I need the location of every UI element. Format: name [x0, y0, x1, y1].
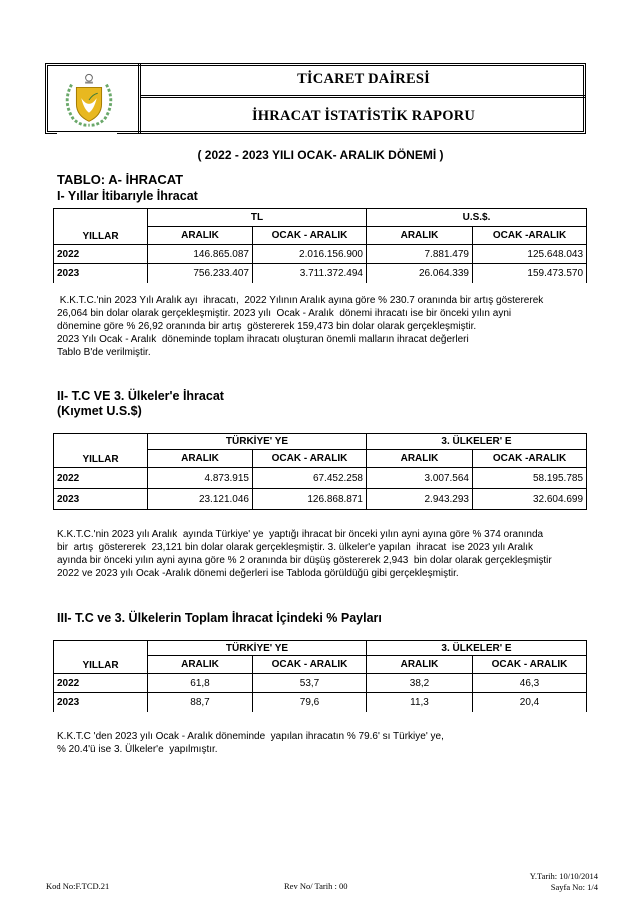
paragraph-line: 26,064 bin dolar olarak gerçekleşmiştir. 2023 yılı Ocak - Aralık dönemi ihracatı ise bir önceki yılın ayni: [57, 308, 512, 319]
subheader-ocak-aralik: OCAK -ARALIK: [473, 450, 587, 468]
group-header-third-countries: 3. ÜLKELER' E: [367, 434, 587, 450]
paragraph-line: ayında bir önceki yılın ayni ayına göre % 2 oranında bir düşüş göstererek 2,943 bin dolar olarak gerçekleşmiştir: [57, 555, 552, 566]
cell-value: 126.868.871: [253, 489, 367, 510]
paragraph-line: 2023 Yılı Ocak - Aralık döneminde toplam ihracatı oluşturan önemli malların ihracat değerleri: [57, 334, 469, 345]
cell-value: 4.873.915: [148, 468, 253, 489]
cell-value: 46,3: [473, 674, 587, 693]
cell-value: 61,8: [148, 674, 253, 693]
report-title-cell: [141, 98, 586, 134]
cell-value: 11,3: [367, 693, 473, 712]
cell-value: 58.195.785: [473, 468, 587, 489]
subheader-ocak-aralik: OCAK - ARALIK: [253, 450, 367, 468]
subheader-aralik: ARALIK: [148, 656, 253, 674]
row-year: 2023: [54, 489, 148, 510]
footer-rev-no: Rev No/ Tarih : 00: [284, 881, 348, 891]
paragraph-line: Tablo B'de verilmiştir.: [57, 347, 151, 358]
subheader-ocak-aralik: OCAK -ARALIK: [473, 227, 587, 245]
cell-value: 125.648.043: [473, 245, 587, 264]
row-year: 2022: [54, 674, 148, 693]
subheader-aralik: ARALIK: [367, 656, 473, 674]
section2-title: II- T.C VE 3. Ülkeler'e İhracat: [57, 389, 224, 403]
subheader-aralik: ARALIK: [367, 450, 473, 468]
org-title-cell: [141, 63, 586, 98]
table-exports-by-year: [53, 208, 587, 283]
table-row: [54, 468, 587, 489]
footer-code-no: Kod No:F.TCD.21: [46, 881, 110, 891]
group-header-turkiye: TÜRKİYE' YE: [148, 641, 367, 656]
paragraph-line: dönemine göre % 26,92 oranında bir artış göstererek 159,473 bin dolar olarak gerçekleşmiştir.: [57, 321, 477, 332]
logo-border-gap: [57, 133, 117, 137]
section1-paragraph: [57, 294, 597, 359]
subheader-ocak-aralik: OCAK - ARALIK: [253, 227, 367, 245]
cell-value: 146.865.087: [148, 245, 253, 264]
table-row: [54, 264, 587, 283]
subheader-aralik: ARALIK: [148, 227, 253, 245]
group-header-usd: U.S.$.: [367, 209, 587, 227]
paragraph-line: K.K.T.C.'nin 2023 Yılı Aralık ayı ihracatı, 2022 Yılının Aralık ayına göre % 230.7 oranında bir artış göstererek: [57, 295, 544, 306]
cell-value: 3.007.564: [367, 468, 473, 489]
row-year: 2023: [54, 693, 148, 712]
subheader-ocak-aralik: OCAK - ARALIK: [473, 656, 587, 674]
paragraph-line: % 20.4'ü ise 3. Ülkeler'e yapılmıştır.: [57, 744, 218, 755]
section3-paragraph: [57, 730, 597, 756]
paragraph-line: bir artış göstererek 23,121 bin dolar olarak gerçekleşmiştir. 3. ülkeler'e yapılan ihracat ise 2023 yılı Aralık: [57, 542, 534, 553]
group-header-third-countries: 3. ÜLKELER' E: [367, 641, 587, 656]
cell-value: 159.473.570: [473, 264, 587, 283]
paragraph-line: K.K.T.C 'den 2023 yılı Ocak - Aralık döneminde yapılan ihracatın % 79.6' sı Türkiye' ye,: [57, 731, 444, 742]
table-share-percentages: [53, 640, 587, 712]
paragraph-line: K.K.T.C.'nin 2023 yılı Aralık ayında Türkiye' ye yaptığı ihracat bir önceki yılın ayni ayına göre % 374 oranında: [57, 529, 544, 540]
cell-value: 23.121.046: [148, 489, 253, 510]
cell-value: 20,4: [473, 693, 587, 712]
subheader-aralik: ARALIK: [367, 227, 473, 245]
cell-value: 3.711.372.494: [253, 264, 367, 283]
cell-value: 756.233.407: [148, 264, 253, 283]
subheader-aralik: ARALIK: [148, 450, 253, 468]
section2-paragraph: [57, 528, 597, 580]
row-year: 2023: [54, 264, 148, 283]
cell-value: 53,7: [253, 674, 367, 693]
paragraph-line: 2022 ve 2023 yılı Ocak -Aralık dönemi değerleri ise Tabloda görüldüğü gibi gerçekleşmiştir.: [57, 568, 459, 579]
kktc-coat-of-arms-icon: [60, 71, 118, 129]
report-header: [45, 63, 586, 134]
table-row: [54, 489, 587, 510]
report-period: ( 2022 - 2023 YILI OCAK- ARALIK DÖNEMİ ): [197, 148, 444, 162]
report-title: İHRACAT İSTATİSTİK RAPORU: [251, 107, 476, 124]
table-row: [54, 245, 587, 264]
group-header-turkiye: TÜRKİYE' YE: [148, 434, 367, 450]
cell-value: 7.881.479: [367, 245, 473, 264]
org-title: TİCARET DAİRESİ: [297, 70, 430, 87]
cell-value: 2.016.156.900: [253, 245, 367, 264]
cell-value: 38,2: [367, 674, 473, 693]
section2-subtitle: (Kıymet U.S.$): [57, 404, 142, 418]
section1-title: I- Yıllar İtibarıyle İhracat: [57, 189, 198, 203]
footer-page-no: Sayfa No: 1/4: [550, 882, 598, 892]
years-header: YILLAR: [54, 641, 148, 674]
row-year: 2022: [54, 468, 148, 489]
subheader-ocak-aralik: OCAK - ARALIK: [253, 656, 367, 674]
cell-value: 26.064.339: [367, 264, 473, 283]
table-row: [54, 693, 587, 712]
cell-value: 67.452.258: [253, 468, 367, 489]
footer-date: Y.Tarih: 10/10/2014: [529, 871, 598, 881]
table-row: [54, 674, 587, 693]
cell-value: 2.943.293: [367, 489, 473, 510]
table-exports-by-destination: [53, 433, 587, 510]
cell-value: 79,6: [253, 693, 367, 712]
logo-cell: [45, 63, 141, 134]
group-header-tl: TL: [148, 209, 367, 227]
years-header: YILLAR: [54, 434, 148, 468]
cell-value: 32.604.699: [473, 489, 587, 510]
tablo-heading: TABLO: A- İHRACAT: [57, 172, 184, 187]
cell-value: 88,7: [148, 693, 253, 712]
years-header: YILLAR: [54, 209, 148, 245]
row-year: 2022: [54, 245, 148, 264]
section3-title: III- T.C ve 3. Ülkelerin Toplam İhracat İçindeki % Payları: [57, 611, 382, 625]
